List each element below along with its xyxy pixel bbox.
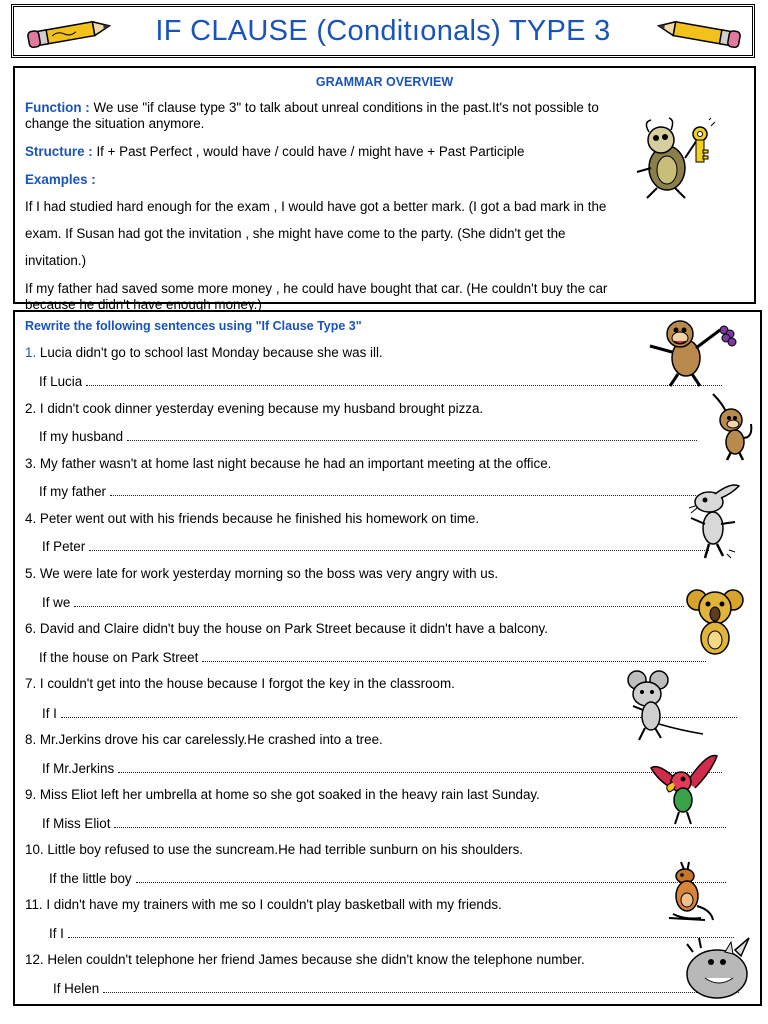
structure-text: If + Past Perfect , would have / could have / might have + Past Participle [92, 144, 525, 159]
answer-prompt: If the house on Park Street [39, 650, 199, 665]
overview-heading: GRAMMAR OVERVIEW [315, 75, 454, 89]
example-line: exam. If Susan had got the invitation , she might have come to the party. (She didn't get the [25, 226, 566, 241]
answer-prompt: If Peter [42, 539, 86, 554]
question-text: David and Claire didn't buy the house on Park Street because it didn't have a balcony. [39, 621, 548, 636]
answer-blank[interactable] [127, 428, 697, 441]
question-text: I didn't have my trainers with me so I couldn't play basketball with my friends. [46, 897, 502, 912]
question-11 [25, 897, 502, 912]
answer-prompt: If we [42, 595, 71, 610]
example-line: invitation.) [25, 253, 87, 268]
question-number: 2. [25, 401, 37, 416]
function-text: We use "if clause type 3" to talk about unreal conditions in the past.It's not possible to [89, 100, 599, 115]
answer-line-3[interactable] [39, 483, 708, 499]
mouse-illustration [617, 668, 707, 744]
question-number: 10. [25, 842, 44, 857]
hanging-monkey-illustration [707, 390, 757, 462]
monkey-with-grapes-illustration [640, 316, 740, 388]
question-number: 1. [25, 345, 37, 360]
answer-blank[interactable] [202, 649, 706, 662]
answer-line-5[interactable] [42, 594, 684, 610]
answer-blank[interactable] [114, 815, 726, 828]
page-title: IF CLAUSE (Conditıonals) TYPE 3 [155, 15, 611, 47]
question-5 [25, 566, 498, 581]
question-1 [25, 345, 383, 360]
structure-line [25, 144, 524, 160]
question-7 [25, 676, 455, 691]
question-text: Mr.Jerkins drove his car carelessly.He crashed into a tree. [39, 732, 383, 747]
exercise-heading: Rewrite the following sentences using "If Clause Type 3" [25, 319, 362, 333]
question-8 [25, 732, 383, 747]
answer-blank[interactable] [103, 980, 739, 993]
kangaroo-illustration [659, 858, 715, 924]
question-number: 11. [25, 897, 43, 912]
question-text: We were late for work yesterday morning so the boss was very angry with us. [39, 566, 499, 581]
question-number: 8. [25, 732, 37, 747]
question-text: Lucia didn't go to school last Monday because she was ill. [39, 345, 383, 360]
answer-prompt: If my father [39, 484, 106, 499]
question-text: Helen couldn't telephone her friend James because she didn't know the telephone number. [47, 952, 585, 967]
question-number: 9. [25, 787, 37, 802]
rhino-illustration [675, 932, 753, 1004]
question-4 [25, 511, 479, 526]
answer-blank[interactable] [89, 538, 709, 551]
question-9 [25, 787, 540, 802]
answer-line-10[interactable] [49, 870, 726, 886]
question-2 [25, 401, 483, 416]
question-text: I didn't cook dinner yesterday evening because my husband brought pizza. [39, 401, 484, 416]
structure-label: Structure : [25, 144, 93, 159]
rabbit-illustration [683, 484, 743, 564]
question-number: 3. [25, 456, 37, 471]
question-10 [25, 842, 523, 857]
question-text: Miss Eliot left her umbrella at home so she got soaked in the heavy rain last Sunday. [39, 787, 540, 802]
answer-blank[interactable] [110, 483, 708, 496]
answer-line-11[interactable] [49, 925, 734, 941]
example-line: If my father had saved some more money , he could have bought that car. (He couldn't buy the car [25, 281, 608, 296]
question-text: Peter went out with his friends because he finished his homework on time. [39, 511, 480, 526]
answer-prompt: If my husband [39, 429, 124, 444]
question-12 [25, 952, 585, 967]
answer-prompt: If Mr.Jerkins [42, 761, 115, 776]
function-line [25, 100, 599, 116]
answer-blank[interactable] [68, 925, 734, 938]
answer-prompt: If Miss Eliot [42, 816, 111, 831]
grammar-overview [13, 66, 756, 312]
answer-line-2[interactable] [39, 428, 697, 444]
answer-prompt: If I [42, 706, 57, 721]
pencil-icon [654, 13, 744, 53]
answer-blank[interactable] [74, 594, 684, 607]
question-number: 12. [25, 952, 44, 967]
answer-prompt: If Helen [53, 981, 100, 996]
parrot-illustration [649, 752, 721, 830]
answer-blank[interactable] [118, 760, 722, 773]
question-3 [25, 456, 551, 471]
examples-label: Examples : [25, 172, 96, 187]
exercise-section [13, 310, 762, 1006]
answer-line-9[interactable] [42, 815, 726, 831]
answer-line-8[interactable] [42, 760, 722, 776]
question-text: I couldn't get into the house because I forgot the key in the classroom. [39, 676, 455, 691]
title-banner [11, 4, 755, 58]
question-number: 4. [25, 511, 37, 526]
answer-prompt: If Lucia [39, 374, 83, 389]
question-number: 7. [25, 676, 37, 691]
example-line: If I had studied hard enough for the exam , I would have got a better mark. (I got a bad mark in the [25, 199, 607, 214]
answer-prompt: If I [49, 926, 64, 941]
question-number: 6. [25, 621, 37, 636]
function-line-2: change the situation anymore. [25, 116, 205, 131]
answer-line-6[interactable] [39, 649, 706, 665]
example-line: because he didn't have enough money.) [25, 297, 262, 312]
answer-line-1[interactable] [39, 373, 722, 389]
answer-blank[interactable] [86, 373, 722, 386]
koala-illustration [685, 584, 745, 656]
answer-line-12[interactable] [53, 980, 739, 996]
answer-prompt: If the little boy [49, 871, 132, 886]
question-6 [25, 621, 548, 636]
answer-blank[interactable] [136, 870, 726, 883]
function-label: Function : [25, 100, 90, 115]
answer-line-4[interactable] [42, 538, 709, 554]
question-text: Little boy refused to use the suncream.He had terrible sunburn on his shoulders. [47, 842, 524, 857]
question-text: My father wasn't at home last night because he had an important meeting at the office. [39, 456, 552, 471]
bug-with-key-illustration [627, 118, 717, 200]
question-number: 5. [25, 566, 37, 581]
